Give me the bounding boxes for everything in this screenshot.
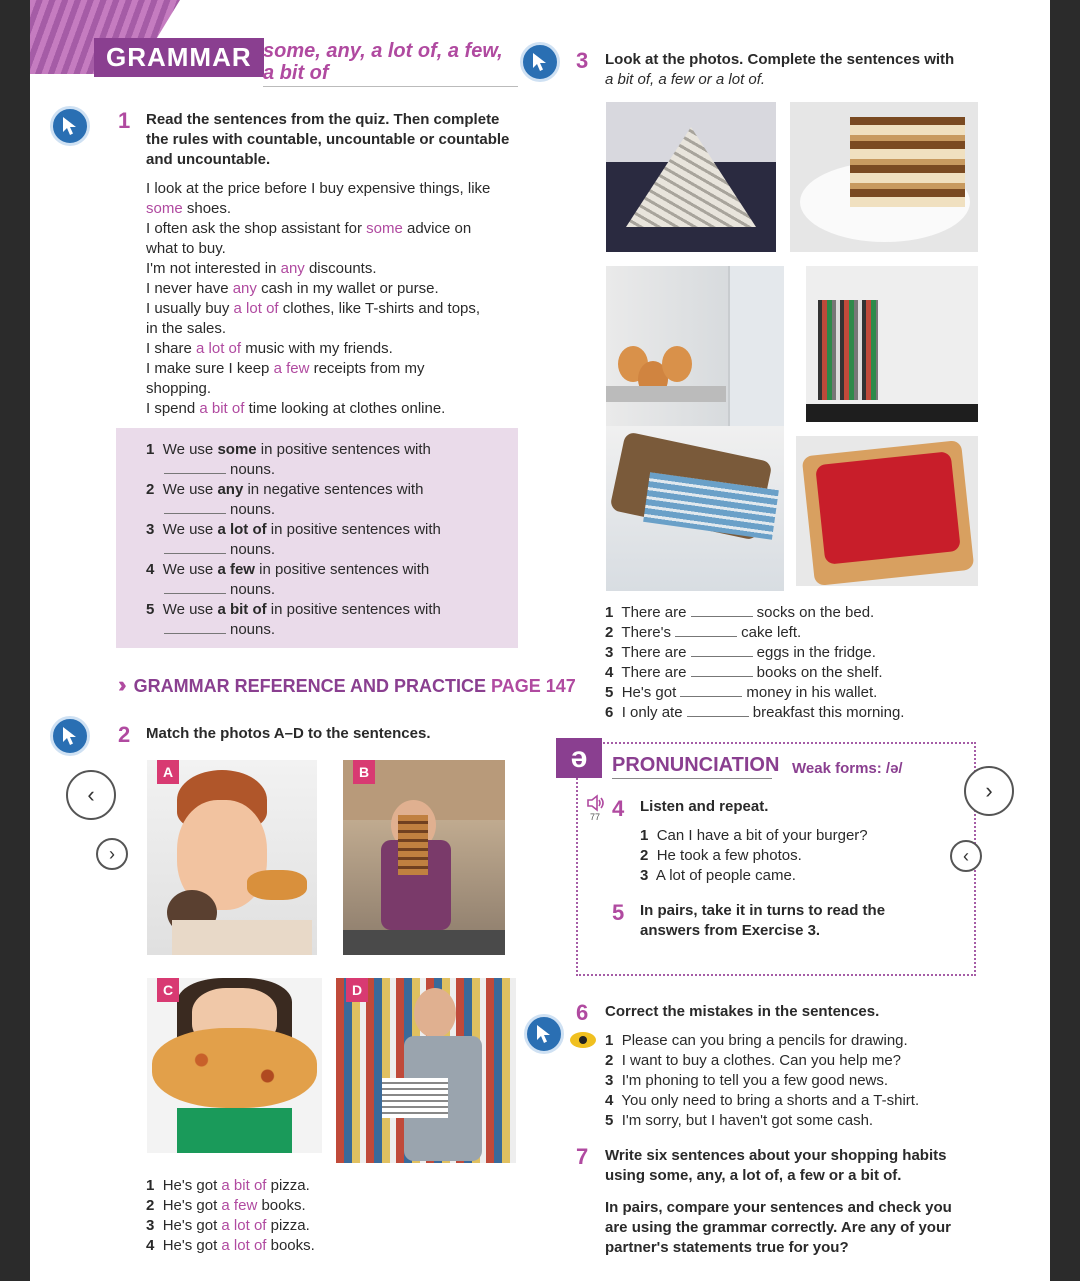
answer-blank[interactable] [164, 581, 226, 594]
grammar-tag: GRAMMAR [94, 38, 264, 77]
quiz-line: I look at the price before I buy expensive things, like [146, 180, 491, 197]
pronunciation-title-underline [612, 778, 772, 779]
correction-item: 4 You only need to bring a shorts and a T-shirt. [605, 1092, 920, 1109]
cursor-icon [61, 726, 79, 746]
quiz-line: I never have any cash in my wallet or purse. [146, 280, 439, 297]
exercise-4-items [640, 826, 868, 886]
answer-blank[interactable] [164, 501, 226, 514]
exercise-6-items [605, 1031, 919, 1131]
match-sentence: 1 He's got a bit of pizza. [146, 1177, 310, 1194]
eye-icon[interactable] [570, 1032, 596, 1048]
fill-sentence: 5 He's got money in his wallet. [605, 684, 878, 701]
exercise-5-line-1: In pairs, take it in turns to read the [640, 902, 886, 919]
exercise-4-number: 4 [612, 796, 625, 821]
photo-cake-slice [790, 102, 978, 252]
exercise-5-line-2: answers from Exercise 3. [640, 922, 821, 939]
quiz-line: I share a lot of music with my friends. [146, 340, 393, 357]
answer-blank[interactable] [691, 664, 753, 677]
quiz-line: I usually buy a lot of clothes, like T-shirts and tops, [146, 300, 481, 317]
exercise-2-sentences [146, 1176, 315, 1256]
exercise-6-cursor-button[interactable] [524, 1014, 564, 1054]
exercise-1-number: 1 [118, 108, 131, 133]
quiz-line: I make sure I keep a few receipts from my [146, 360, 425, 377]
schwa-symbol: ə [556, 738, 602, 778]
exercise-2-number: 2 [118, 722, 131, 747]
exercise-6-number: 6 [576, 1000, 589, 1025]
answer-blank[interactable] [687, 704, 749, 717]
pronunciation-subtitle: Weak forms: /ə/ [792, 760, 903, 777]
chevron-right-icon: › [985, 778, 993, 803]
cursor-icon [535, 1024, 553, 1044]
topic-line-1: some, any, a lot of, a few, [263, 40, 503, 62]
photo-a-boy-eating-pizza-slice [147, 760, 317, 955]
exercise-7-line-5: partner's statements true for you? [605, 1239, 849, 1256]
pronunciation-item: 2 He took a few photos. [640, 847, 802, 864]
match-sentence: 4 He's got a lot of books. [146, 1237, 315, 1254]
exercise-1-instruction-2: the rules with countable, uncountable or countable [146, 131, 510, 148]
match-sentence: 3 He's got a lot of pizza. [146, 1217, 310, 1234]
photo-c-girl-with-big-pizza [147, 978, 322, 1153]
match-sentence: 2 He's got a few books. [146, 1197, 306, 1214]
photo-eggs-in-fridge [606, 266, 784, 426]
exercise-4-instruction: Listen and repeat. [640, 798, 769, 815]
rule-item: 5 We use a bit of in positive sentences with nouns. [146, 601, 441, 638]
quiz-sentences [146, 179, 490, 419]
exercise-3-instruction-2: a bit of, a few or a lot of. [605, 71, 766, 88]
exercise-7-line-3: In pairs, compare your sentences and check you [605, 1199, 952, 1216]
photo-socks-pile [606, 102, 776, 252]
cursor-icon [61, 116, 79, 136]
exercise-1-cursor-button[interactable] [50, 106, 90, 146]
exercise-7-line-1: Write six sentences about your shopping habits [605, 1147, 947, 1164]
quiz-line: what to buy. [146, 240, 226, 257]
quiz-line: some shoes. [146, 200, 232, 217]
correction-item: 1 Please can you bring a pencils for drawing. [605, 1032, 908, 1049]
pronunciation-item: 1 Can I have a bit of your burger? [640, 827, 868, 844]
quiz-line: in the sales. [146, 320, 227, 337]
correction-item: 3 I'm phoning to tell you a few good news. [605, 1072, 889, 1089]
pronunciation-item: 3 A lot of people came. [640, 867, 796, 884]
quiz-line: shopping. [146, 380, 212, 397]
exercise-7-line-2: using some, any, a lot of, a few or a bit of. [605, 1167, 902, 1184]
chevron-left-icon: ‹ [87, 782, 95, 807]
prev-page-button[interactable] [66, 770, 116, 820]
rules-list [146, 440, 441, 640]
quiz-line: I often ask the shop assistant for some advice on [146, 220, 472, 237]
fill-sentence: 4 There are books on the shelf. [605, 664, 883, 681]
rules-box [116, 428, 518, 648]
pronunciation-title: PRONUNCIATION [612, 754, 780, 776]
answer-blank[interactable] [164, 461, 226, 474]
rule-item: 1 We use some in positive sentences with nouns. [146, 441, 431, 478]
photo-label-a: A [157, 760, 179, 784]
correction-item: 2 I want to buy a clothes. Can you help me? [605, 1052, 902, 1069]
answer-blank[interactable] [691, 604, 753, 617]
photo-books-on-shelf [806, 266, 978, 422]
chevron-right-icon: › [109, 843, 115, 864]
rule-item: 2 We use any in negative sentences with nouns. [146, 481, 424, 518]
photo-toast-with-jam [796, 436, 978, 586]
grammar-reference-link[interactable]: ›› GRAMMAR REFERENCE AND PRACTICE PAGE 147 [118, 672, 576, 697]
answer-blank[interactable] [164, 541, 226, 554]
quiz-line: I'm not interested in any discounts. [146, 260, 377, 277]
answer-blank[interactable] [675, 624, 737, 637]
chevron-left-icon: ‹ [963, 845, 969, 866]
exercise-1-instruction-1: Read the sentences from the quiz. Then complete [146, 111, 500, 128]
exercise-7-line-4: are using the grammar correctly. Are any of your [605, 1219, 951, 1236]
fill-sentence: 2 There's cake left. [605, 624, 802, 641]
fill-sentence: 1 There are socks on the bed. [605, 604, 875, 621]
answer-blank[interactable] [691, 644, 753, 657]
photo-label-c: C [157, 978, 179, 1002]
rule-item: 3 We use a lot of in positive sentences with nouns. [146, 521, 441, 558]
quiz-line: I spend a bit of time looking at clothes online. [146, 400, 446, 417]
double-chevron-icon: ›› [118, 672, 121, 697]
exercise-3-instruction-1: Look at the photos. Complete the sentences with [605, 51, 955, 68]
answer-blank[interactable] [680, 684, 742, 697]
exercise-3-cursor-button[interactable] [520, 42, 560, 82]
next-page-button[interactable] [964, 766, 1014, 816]
answer-blank[interactable] [164, 621, 226, 634]
exercise-3-sentences [605, 603, 904, 723]
exercise-1-instruction-3: and uncountable. [146, 151, 271, 168]
rule-item: 4 We use a few in positive sentences with nouns. [146, 561, 430, 598]
photo-b-boy-with-few-books [343, 760, 505, 955]
exercise-7-number: 7 [576, 1144, 589, 1169]
exercise-2-cursor-button[interactable] [50, 716, 90, 756]
next-section-button[interactable] [96, 838, 128, 870]
fill-sentence: 6 I only ate breakfast this morning. [605, 704, 905, 721]
textbook-page [30, 0, 1050, 1281]
cursor-icon [531, 52, 549, 72]
fill-sentence: 3 There are eggs in the fridge. [605, 644, 876, 661]
exercise-3-number: 3 [576, 48, 589, 73]
photo-label-b: B [353, 760, 375, 784]
prev-section-button[interactable] [950, 840, 982, 872]
exercise-2-instruction: Match the photos A–D to the sentences. [146, 725, 431, 742]
topic-line-2: a bit of [263, 62, 329, 84]
correction-item: 5 I'm sorry, but I haven't got some cash. [605, 1112, 874, 1129]
photo-label-d: D [346, 978, 368, 1002]
photo-d-boy-with-many-books [336, 978, 516, 1163]
exercise-5-number: 5 [612, 900, 625, 925]
exercise-6-instruction: Correct the mistakes in the sentences. [605, 1003, 880, 1020]
header-rule [263, 86, 518, 87]
track-number: 77 [590, 812, 601, 822]
photo-wallet-with-money [606, 426, 784, 591]
